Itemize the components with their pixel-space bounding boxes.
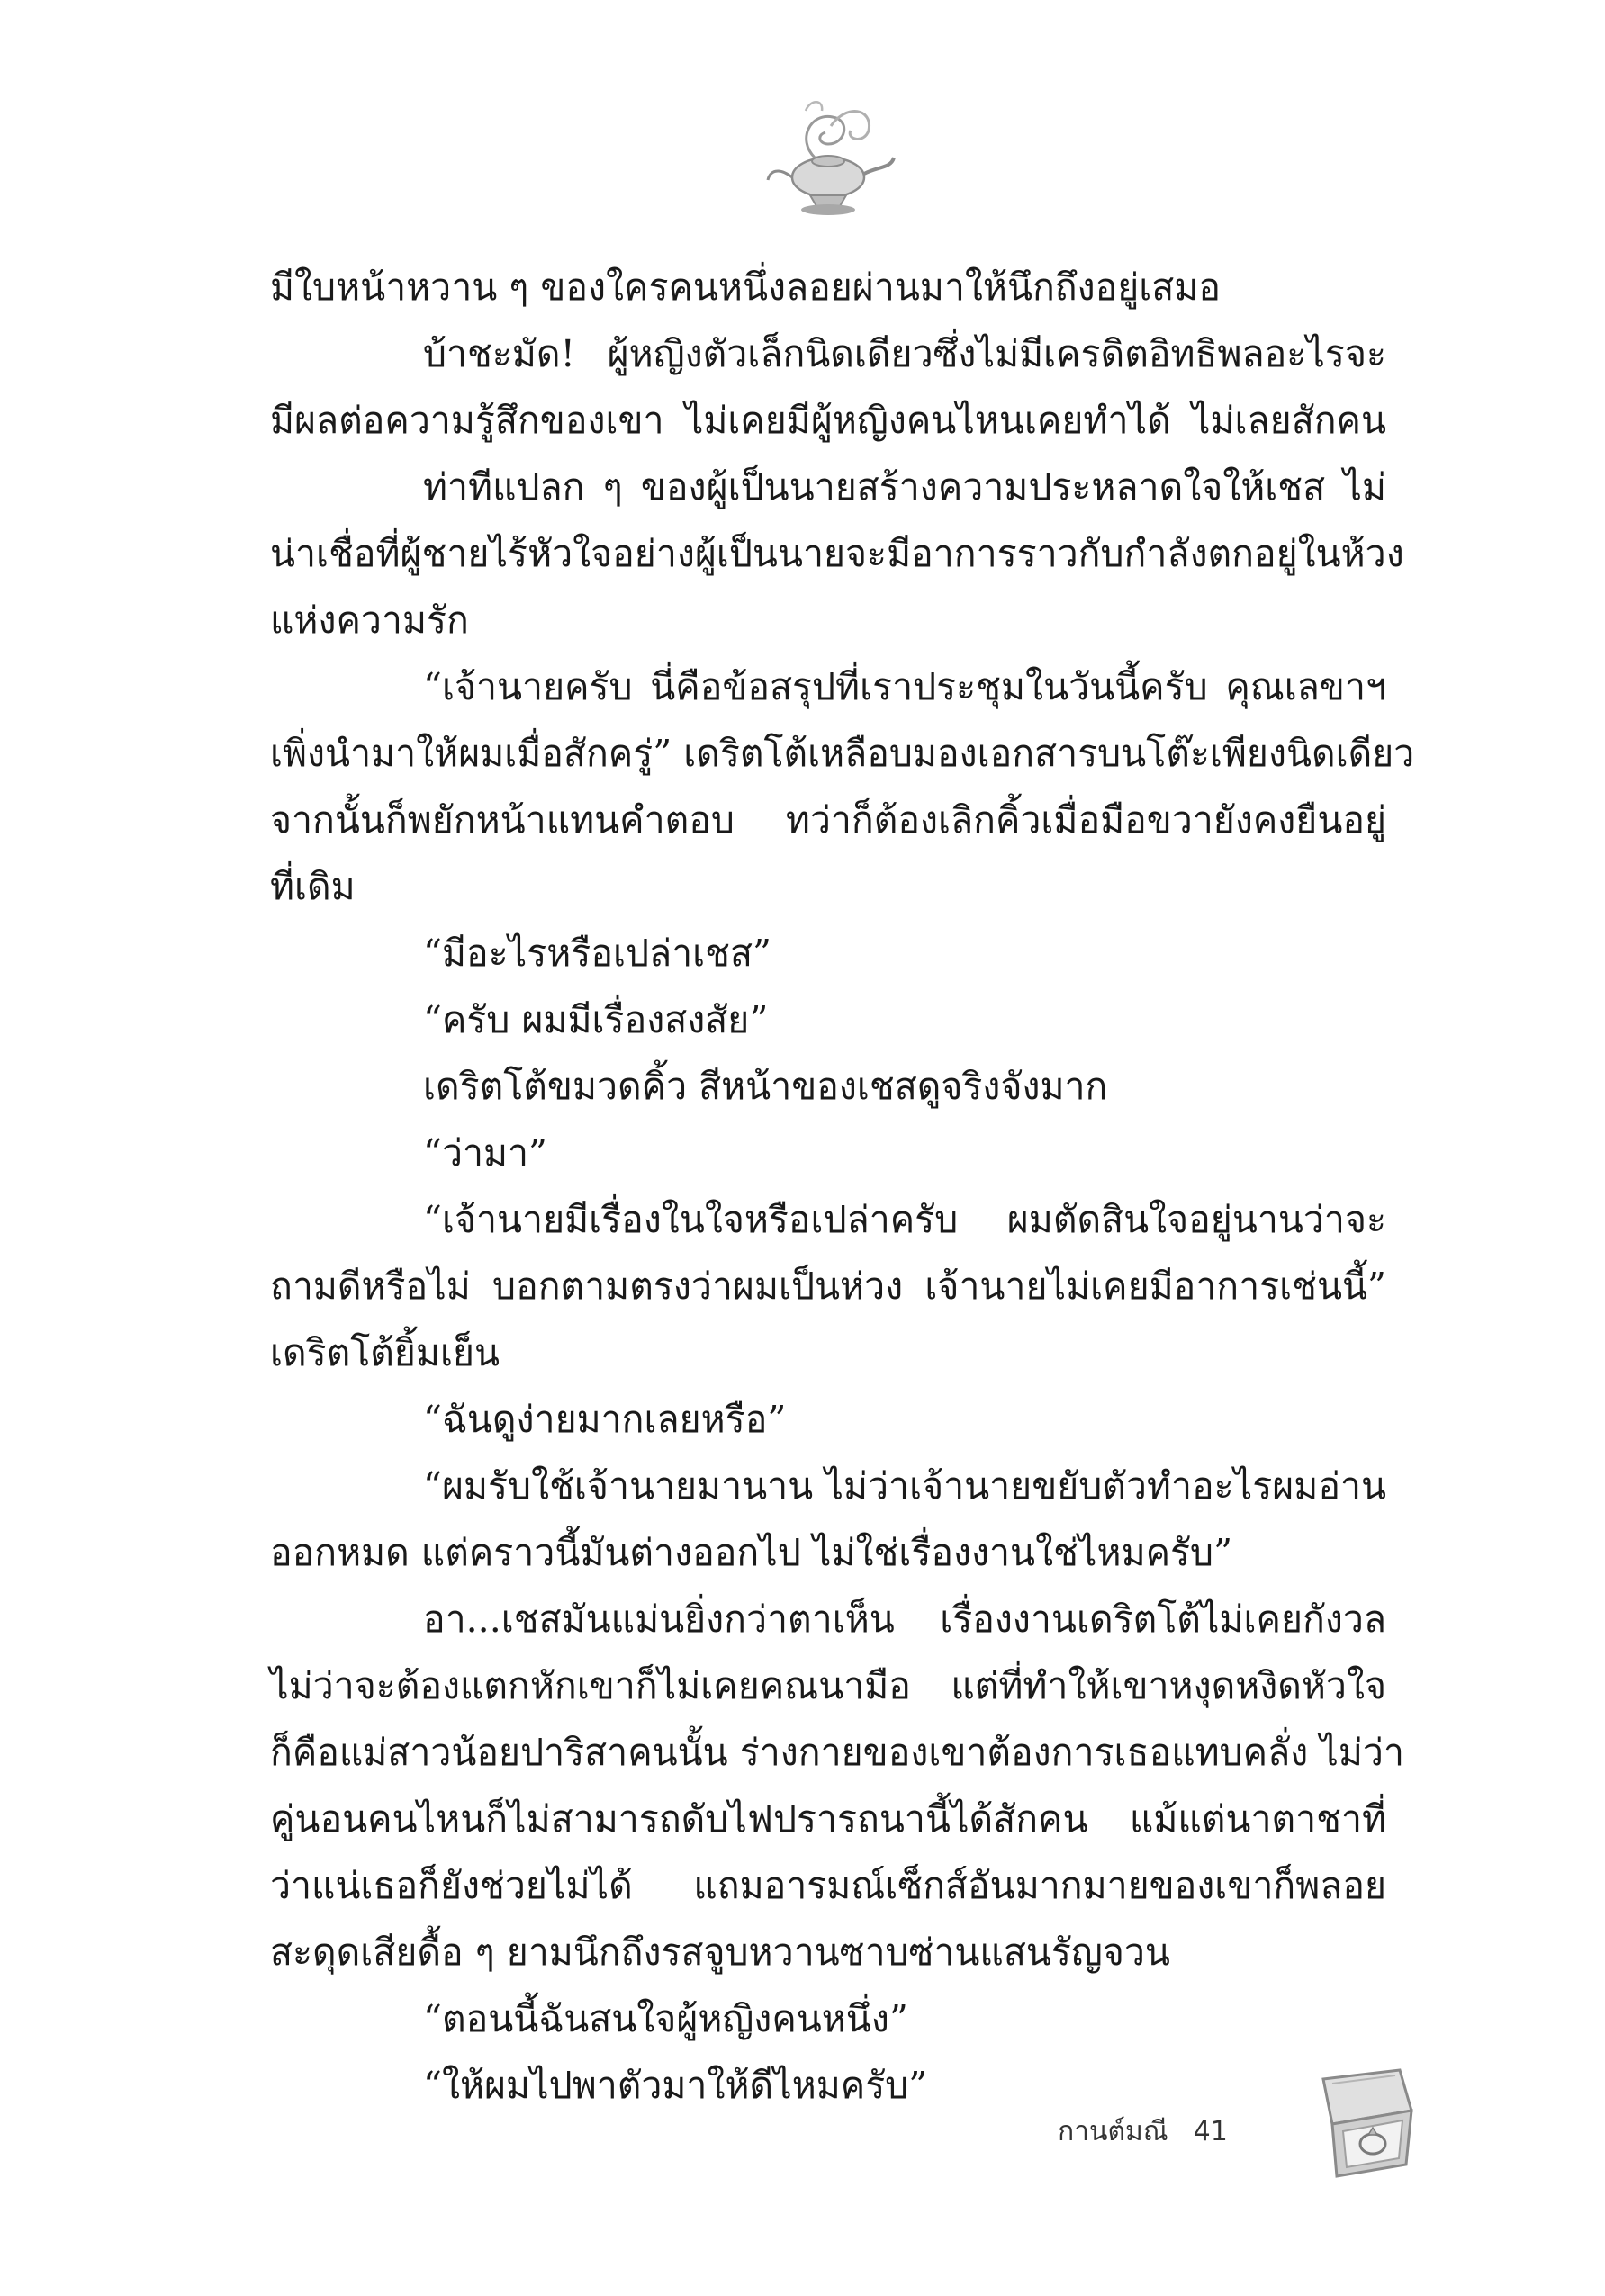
paragraph-line: ก็คือแม่สาวน้อยปาริสาคนนั้น ร่างกายของเขาต้องการเธอแทบคลั่ง ไม่ว่า bbox=[270, 1731, 1404, 1774]
dialog-line: “ว่ามา” bbox=[423, 1131, 548, 1175]
genie-lamp-icon bbox=[761, 95, 896, 230]
paragraph-line: มีผลต่อความรู้สึกของเขา ไม่เคยมีผู้หญิงคนไหนเคยทำได้ ไม่เลยสักคน bbox=[270, 399, 1386, 442]
dialog-line: ถามดีหรือไม่ บอกตามตรงว่าผมเป็นห่วง เจ้านายไม่เคยมีอาการเช่นนี้” bbox=[270, 1265, 1386, 1308]
ring-box-icon bbox=[1305, 2061, 1418, 2183]
paragraph-line: มีใบหน้าหวาน ๆ ของใครคนหนึ่งลอยผ่านมาให้นึกถึงอยู่เสมอ bbox=[270, 266, 1221, 309]
paragraph-line: สะดุดเสียดื้อ ๆ ยามนึกถึงรสจูบหวานซาบซ่านแสนรัญจวน bbox=[270, 1931, 1170, 1974]
dialog-line: “ผมรับใช้เจ้านายมานาน ไม่ว่าเจ้านายขยับตัวทำอะไรผมอ่าน bbox=[423, 1464, 1386, 1508]
paragraph-line: ว่าแน่เธอก็ยังช่วยไม่ได้ แถมอารมณ์เซ็กส์อันมากมายของเขาก็พลอย bbox=[270, 1864, 1386, 1907]
paragraph-line: อา...เชสมันแม่นยิ่งกว่าตาเห็น เรื่องงานเดริตโต้ไม่เคยกังวล bbox=[423, 1598, 1386, 1641]
page-footer bbox=[1058, 2111, 1228, 2153]
paragraph-line: ที่เดิม bbox=[270, 865, 356, 908]
book-title: กานต์มณี bbox=[1058, 2116, 1168, 2147]
dialog-line: “ฉันดูง่ายมากเลยหรือ” bbox=[423, 1398, 787, 1441]
paragraph-line: จากนั้นก็พยักหน้าแทนคำตอบ ทว่าก็ต้องเลิกคิ้วเมื่อมือขวายังคงยืนอยู่ bbox=[270, 798, 1386, 842]
paragraph-line: เดริตโต้ขมวดคิ้ว สีหน้าของเชสดูจริงจังมาก bbox=[423, 1065, 1108, 1108]
paragraph-line: ท่าทีแปลก ๆ ของผู้เป็นนายสร้างความประหลาดใจให้เชส ไม่ bbox=[423, 465, 1386, 509]
paragraph-line: คู่นอนคนไหนก็ไม่สามารถดับไฟปรารถนานี้ได้สักคน แม้แต่นาตาชาที่ bbox=[270, 1797, 1386, 1841]
paragraph-line: เพิ่งนำมาให้ผมเมื่อสักครู่” เดริตโต้เหลือบมองเอกสารบนโต๊ะเพียงนิดเดียว bbox=[270, 732, 1415, 775]
dialog-line: “มีอะไรหรือเปล่าเชส” bbox=[423, 932, 771, 975]
dialog-line: “ให้ผมไปพาตัวมาให้ดีไหมครับ” bbox=[423, 2064, 928, 2107]
paragraph-line: “เจ้านายครับ นี่คือข้อสรุปที่เราประชุมในวันนี้ครับ คุณเลขาฯ bbox=[423, 665, 1386, 708]
paragraph-line: ไม่ว่าจะต้องแตกหักเขาก็ไม่เคยคณนามือ แต่ที่ทำให้เขาหงุดหงิดหัวใจ bbox=[270, 1664, 1386, 1707]
paragraph-line: น่าเชื่อที่ผู้ชายไร้หัวใจอย่างผู้เป็นนายจะมีอาการราวกับกำลังตกอยู่ในห้วง bbox=[270, 532, 1404, 575]
dialog-line: “เจ้านายมีเรื่องในใจหรือเปล่าครับ ผมตัดสินใจอยู่นานว่าจะ bbox=[423, 1198, 1386, 1241]
paragraph-line: แห่งความรัก bbox=[270, 599, 469, 642]
dialog-line: “ตอนนี้ฉันสนใจผู้หญิงคนหนึ่ง” bbox=[423, 1997, 908, 2040]
dialog-line: “ครับ ผมมีเรื่องสงสัย” bbox=[423, 998, 769, 1041]
page-number: 41 bbox=[1193, 2116, 1228, 2147]
paragraph-line: เดริตโต้ยิ้มเย็น bbox=[270, 1331, 500, 1374]
chapter-text bbox=[270, 254, 1415, 2119]
paragraph-line: บ้าชะมัด! ผู้หญิงตัวเล็กนิดเดียวซึ่งไม่มีเครดิตอิทธิพลอะไรจะ bbox=[423, 332, 1386, 375]
dialog-line: ออกหมด แต่คราวนี้มันต่างออกไป ไม่ใช่เรื่องงานใช่ไหมครับ” bbox=[270, 1531, 1233, 1574]
